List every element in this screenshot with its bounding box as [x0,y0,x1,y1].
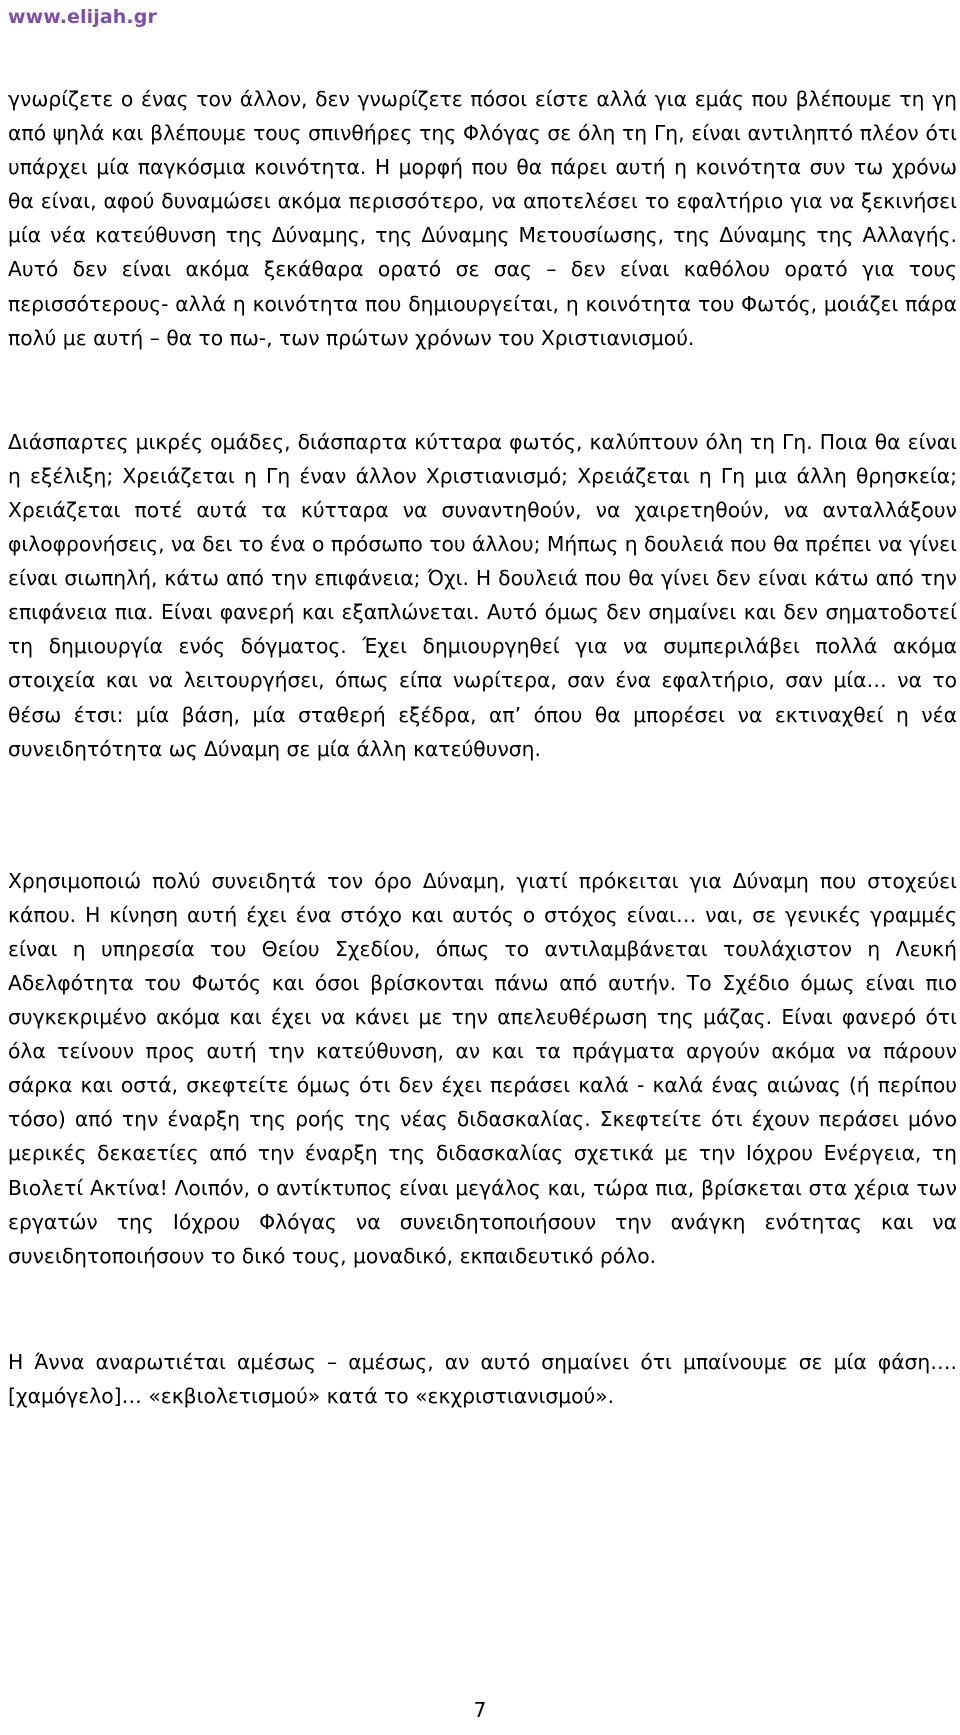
paragraph-4: Η Άννα αναρωτιέται αμέσως – αμέσως, αν αυτό σημαίνει ότι μπαίνουμε σε μία φάση…. [χαμόγελο]… «εκβιολετισμού» κατά το «εκχριστιανισμού». [8,1349,957,1408]
site-link[interactable]: www.elijah.gr [8,6,157,28]
page-number: 7 [473,1698,487,1722]
paragraph-2: Διάσπαρτες μικρές ομάδες, διάσπαρτα κύτταρα φωτός, καλύπτουν όλη τη Γη. Ποια θα είναι η εξέλιξη; Χρειάζεται η Γη έναν άλλον Χριστιανισμό; Χρειάζεται η Γη μια άλλη θρησκεία; Χρειάζεται ποτέ αυτά τα κύτταρα να συναντηθούν, να χαιρετηθούν, να ανταλλάξουν φιλοφρονήσεις, να δει το ένα ο πρόσωπο του άλλου; Μήπως η δουλειά που θα πρέπει να γίνει είναι σιωπηλή, κάτω από την επιφάνεια; Όχι. Η δουλειά που θα γίνει δεν είναι κάτω από την επιφάνεια πια. Είναι φανερή και εξαπλώνεται. Αυτό όμως δεν σημαίνει και δεν σηματοδοτεί τη δημιουργία ενός δόγματος. Έχει δημιουργηθεί για να συμπεριλάβει πολλά ακόμα στοιχεία και να λειτουργήσει, όπως είπα νωρίτερα, σαν ένα εφαλτήριο, σαν μία… να το θέσω έτσι: μία βάση, μία σταθερή εξέδρα, απ’ όπου θα μπορέσει να εκτιναχθεί η νέα συνειδητότητα ως Δύναμη σε μία άλλη κατεύθυνση. [8,429,957,761]
paragraph-1: γνωρίζετε ο ένας τον άλλον, δεν γνωρίζετε πόσοι είστε αλλά για εμάς που βλέπουμε τη γη από ψηλά και βλέπουμε τους σπινθήρες της Φλόγας σε όλη τη Γη, είναι αντιληπτό πλέον ότι υπάρχει μία παγκόσμια κοινότητα. Η μορφή που θα πάρει αυτή η κοινότητα συν τω χρόνω θα είναι, αφού δυναμώσει ακόμα περισσότερο, να αποτελέσει το εφαλτήριο για να ξεκινήσει μία νέα κατεύθυνση της Δύναμης, της Δύναμης Μετουσίωσης, της Δύναμης της Αλλαγής. Αυτό δεν είναι ακόμα ξεκάθαρα ορατό σε σας – δεν είναι καθόλου ορατό για τους περισσότερους- αλλά η κοινότητα που δημιουργείται, η κοινότητα του Φωτός, μοιάζει πάρα πολύ με αυτή – θα το πω-, των πρώτων χρόνων του Χριστιανισμού. [8,87,957,350]
document-body [8,82,957,1413]
paragraph-3: Χρησιμοποιώ πολύ συνειδητά τον όρο Δύναμη, γιατί πρόκειται για Δύναμη που στοχεύει κάπου. Η κίνηση αυτή έχει ένα στόχο και αυτός ο στόχος είναι… ναι, σε γενικές γραμμές είναι η υπηρεσία του Θείου Σχεδίου, όπως το αντιλαμβάνεται τουλάχιστον η Λευκή Αδελφότητα του Φωτός και όσοι βρίσκονται πάνω από αυτήν. Το Σχέδιο όμως είναι πιο συγκεκριμένο ακόμα και έχει να κάνει με την απελευθέρωση της μάζας. Είναι φανερό ότι όλα τείνουν προς αυτή την κατεύθυνση, αν και τα πράγματα αργούν ακόμα να πάρουν σάρκα και οστά, σκεφτείτε όμως ότι δεν έχει περάσει καλά - καλά ένας αιώνας (ή περίπου τόσο) από την έναρξη της ροής της νέας διδασκαλίας. Σκεφτείτε ότι έχουν περάσει μόνο μερικές δεκαετίες από την έναρξη της διδασκαλίας σχετικά με την Ιόχρου Ενέργεια, τη Βιολετί Ακτίνα! Λοιπόν, ο αντίκτυπος είναι μεγάλος και, τώρα πια, βρίσκεται στα χέρια των εργατών της Ιόχρου Φλόγας να συνειδητοποιήσουν την ανάγκη ενότητας και να συνειδητοποιήσουν το δικό τους, μοναδικό, εκπαιδευτικό ρόλο. [8,868,957,1268]
